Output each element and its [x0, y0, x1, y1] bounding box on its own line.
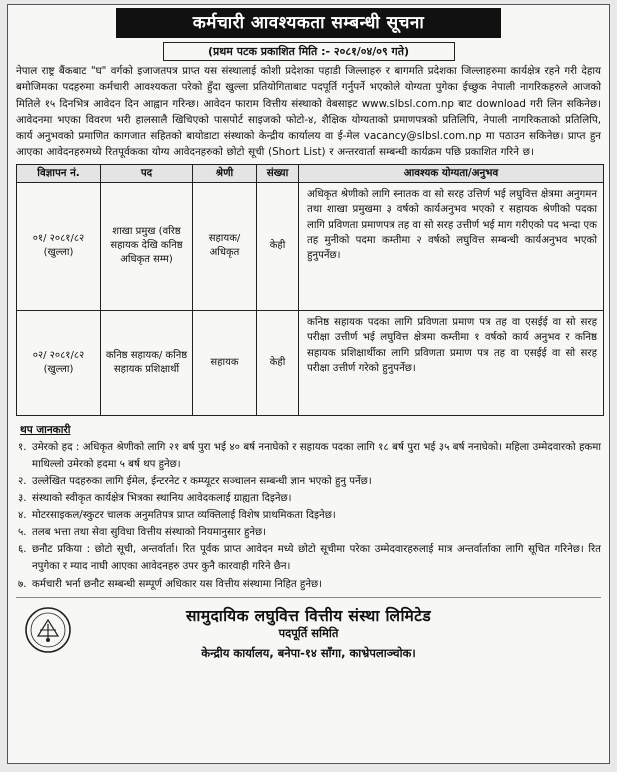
- note-text: संस्थाको स्वीकृत कार्यक्षेत्र भित्रका स्थानिय आवेदकलाई ग्राह्यता दिइनेछ।: [32, 493, 292, 505]
- notes-list: [16, 439, 601, 593]
- note-text: मोटरसाइकल/स्कुटर चालक अनुमतिपत्र प्राप्त व्यक्तिलाई विशेष प्राथमिकता दिइनेछ।: [32, 510, 336, 522]
- page-title: कर्मचारी आवश्यकता सम्बन्धी सूचना: [116, 8, 501, 38]
- list-item: [16, 439, 601, 473]
- note-number: ५.: [18, 527, 27, 539]
- organization-name: सामुदायिक लघुवित्त वित्तीय संस्था लिमिटेड: [185, 606, 432, 625]
- list-item: [16, 473, 601, 490]
- vacancy-table: [16, 164, 604, 416]
- requirement-cell: कनिष्ठ सहायक पदका लागि प्रविणता प्रमाण पत्र तह वा एसईई वा सो सरह परीक्षा उत्तीर्ण भई लघुवित्त क्षेत्रमा कम्तीमा १ वर्षको कार्य अनुभव र कनिष्ठ सहायक प्रशिक्षार्थीका लागि प्रविणता प्रमाण पत्र तह वा एसईई वा सो सरह परीक्षा उत्तीर्ण गरेको हुनुपर्नेछ।: [299, 310, 604, 415]
- note-text: कर्मचारी भर्ना छनौट सम्बन्धी सम्पूर्ण अधिकार यस वित्तीय संस्थामा निहित हुनेछ।: [32, 578, 323, 590]
- table-header-row: [17, 164, 604, 182]
- ad-no-cell: ०१/ २०८१/८२ (खुल्ला): [17, 182, 101, 310]
- note-number: २.: [18, 475, 27, 487]
- note-number: ६.: [18, 544, 27, 556]
- table-row: [17, 182, 604, 310]
- notice-page: [7, 4, 610, 764]
- list-item: [16, 524, 601, 541]
- post-cell: कनिष्ठ सहायक/ कनिष्ठ सहायक प्रशिक्षार्थी: [101, 310, 193, 415]
- count-cell: केही: [257, 182, 299, 310]
- list-item: [16, 507, 601, 524]
- note-text: तलब भत्ता तथा सेवा सुविधा वित्तीय संस्थाको नियमानुसार हुनेछ।: [32, 527, 267, 539]
- table-row: [17, 310, 604, 415]
- footer: [16, 597, 601, 666]
- list-item: [16, 490, 601, 507]
- list-item: [16, 576, 601, 593]
- note-number: ३.: [18, 493, 27, 505]
- count-cell: केही: [257, 310, 299, 415]
- additional-info-heading: थप जानकारी: [20, 423, 71, 436]
- post-cell: शाखा प्रमुख (वरिष्ठ सहायक देखि कनिष्ठ अधिकृत सम्म): [101, 182, 193, 310]
- note-number: ४.: [18, 510, 27, 522]
- committee-name: पदपूर्ति समिति: [278, 625, 339, 640]
- ad-no-cell: ०२/ २०८१/८२ (खुल्ला): [17, 310, 101, 415]
- intro-paragraph: नेपाल राष्ट्र बैंकबाट "घ" वर्गको इजाजतपत्र प्राप्त यस संस्थालाई कोशी प्रदेशका पहाडी जिल्लाहरु र बागमति प्रदेशका जिल्लाहरुमा कार्यक्षेत्र रहने गरी देहाय बमोजिमका पदहरुमा कर्मचारी आवश्यकता परेको हुँदा खुल्ला प्रतियोगिताबाट पदपूर्ति गर्नुपर्ने भएकोले योग्यता पुगेका ईच्छुक नेपाली नागरिकहरुले आजको मितिले १५ दिनभित्र आवेदन दिन आह्वान गरिन्छ। आवेदन फाराम वित्तीय संस्थाको वेबसाइट www.slbsl.com.np बाट download गरी लिन सकिनेछ। आवेदनमा भएका विवरण भरी हालसालै खिचिएको पासपोर्ट साइजको फोटो-४, शैक्षिक योग्यताको प्रमाणपत्रको प्रतिलिपि, नेपाली नागरिकताको प्रतिलिपि, कार्य अनुभवको प्रमाणित कागजात सहितको बायोडाटा संस्थाको केन्द्रीय कार्यालय वा ई-मेल vacancy@slbsl.com.np मा पठाउन सकिनेछ। प्राप्त हुन आएका आवेदनहरुमध्ये रितपूर्वकका योग्य आवेदनहरुको छोटो सूची (Short List) र अन्तरवार्ता सम्बन्धी कार्यक्रम पछि प्रकाशित गरिने छ।: [16, 65, 601, 159]
- note-text: छनौट प्रकिया : छोटो सूची, अन्तर्वार्ता। रित पूर्वक प्राप्त आवेदन मध्ये छोटो सूचीमा परेका उम्मेदवारहरुलाई मात्र अन्तर्वार्ताका लागि सूचित गरिनेछ। रित नपुगेका र म्याद नाघी आएका आवेदनहरु उपर कुनै कारवाही गरिने छैन।: [32, 544, 601, 573]
- requirement-cell: अधिकृत श्रेणीको लागि स्नातक वा सो सरह उत्तिर्ण भई लघुवित्त क्षेत्रमा अनुगमन तथा शाखा प्रमुखमा ३ वर्षको कार्यअनुभव भएको र सहायक श्रेणीको पदका लागि प्रविणता प्रमाणपत्र तह वा सो सरह उत्तीर्ण भई माग गरीएको पद भन्दा एक तह मुनीको पदमा कम्तीमा २ वर्षको लघुवित्त सम्बन्धी कार्यअनुभव भएको हुनुपर्नेछ।: [299, 182, 604, 310]
- note-text: उमेरको हद : अधिकृत श्रेणीको लागि २१ बर्ष पुरा भई ४० बर्ष ननाघेको र सहायक पदका लागि १८ बर्ष पुरा भई ३५ बर्ष ननाघेको। महिला उम्मेदवारको हकमा माथिल्लो उमेरको हदमा ५ बर्ष थप हुनेछ।: [32, 441, 601, 470]
- office-address: केन्द्रीय कार्यालय, बनेपा-१४ साँगा, काभ्रेपलाञ्चोक।: [201, 645, 416, 660]
- level-cell: सहायक/ अधिकृत: [193, 182, 257, 310]
- column-header-post: पद: [101, 164, 193, 182]
- column-header-ad-no: विज्ञापन नं.: [17, 164, 101, 182]
- publish-date: (प्रथम पटक प्रकाशित मिति :- २०८१/०४/०९ गते): [163, 42, 455, 61]
- column-header-count: संख्या: [257, 164, 299, 182]
- column-header-level: श्रेणी: [193, 164, 257, 182]
- column-header-requirement: आवश्यक योग्यता/अनुभव: [299, 164, 604, 182]
- note-number: १.: [18, 441, 27, 453]
- note-text: उल्लेखित पदहरुका लागि ईमेल, ईन्टरनेट र कम्प्यूटर सञ्चालन सम्बन्धी ज्ञान भएको हुनु पर्नेछ।: [32, 475, 372, 487]
- list-item: [16, 541, 601, 575]
- note-number: ७.: [18, 578, 27, 590]
- level-cell: सहायक: [193, 310, 257, 415]
